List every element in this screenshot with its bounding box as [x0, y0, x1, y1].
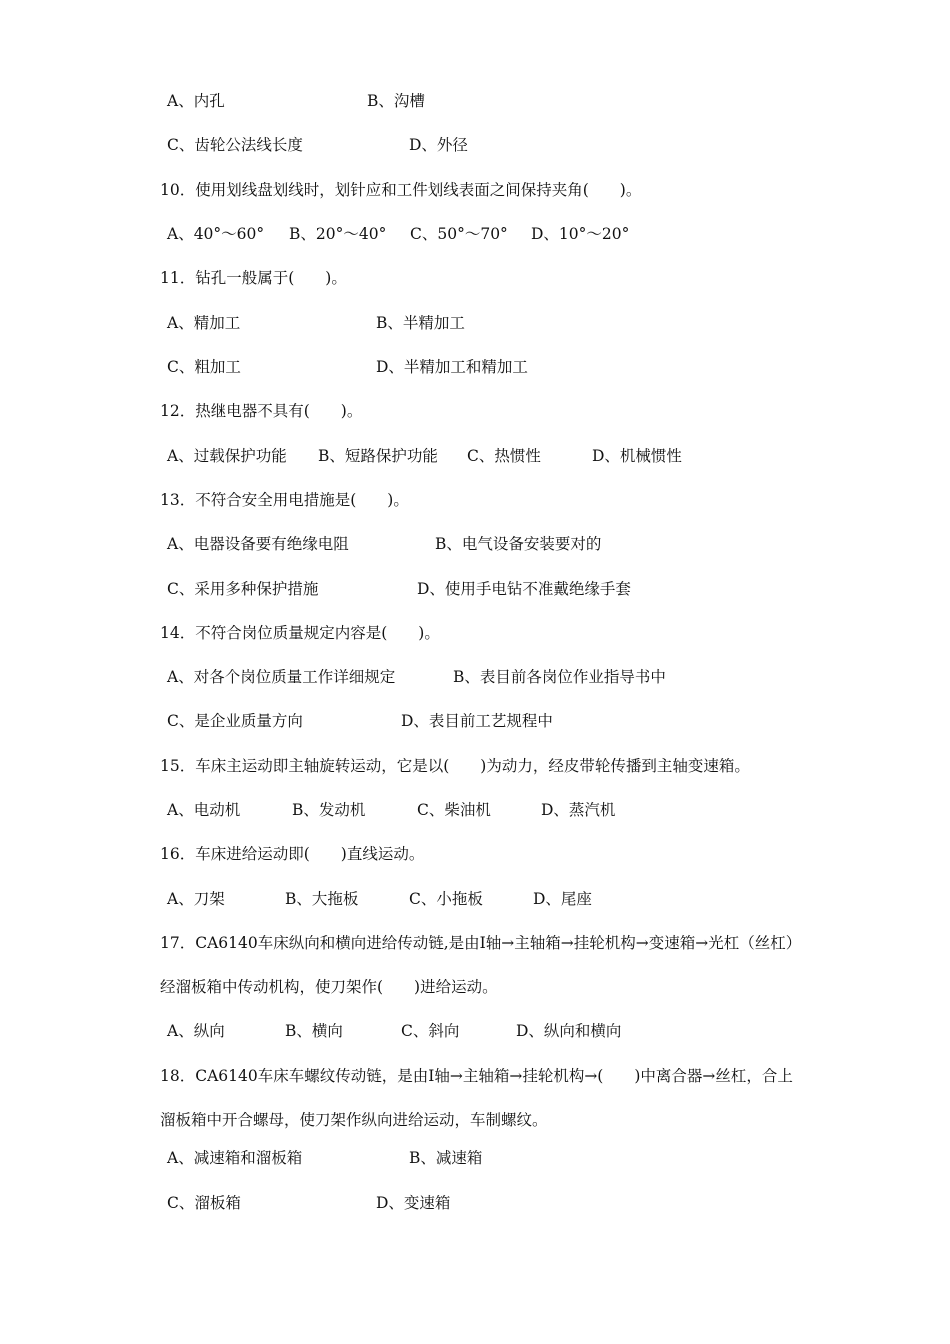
answer-option: D、纵向和横向 — [516, 1022, 622, 1040]
answer-option: B、大拖板 — [285, 890, 359, 908]
answer-option: D、外径 — [409, 136, 468, 154]
answer-option: D、尾座 — [533, 890, 592, 908]
answer-option: D、使用手电钻不准戴绝缘手套 — [417, 580, 631, 598]
answer-option: D、表目前工艺规程中 — [401, 712, 553, 730]
answer-option: C、是企业质量方向 — [167, 712, 303, 730]
answer-option: B、20°～40° — [289, 225, 387, 243]
answer-option: A、电器设备要有绝缘电阻 — [167, 535, 349, 553]
answer-option: D、半精加工和精加工 — [376, 358, 528, 376]
answer-option: C、粗加工 — [167, 358, 241, 376]
answer-option: B、沟槽 — [367, 92, 425, 110]
answer-option: A、对各个岗位质量工作详细规定 — [167, 668, 396, 686]
answer-option: C、采用多种保护措施 — [167, 580, 319, 598]
answer-option: C、小拖板 — [409, 890, 483, 908]
answer-option: D、10°～20° — [531, 225, 630, 243]
answer-option: D、变速箱 — [376, 1194, 451, 1212]
question-text: 溜板箱中开合螺母，使刀架作纵向进给运动，车制螺纹。 — [160, 1111, 548, 1129]
answer-option: A、电动机 — [167, 801, 241, 819]
answer-option: B、横向 — [285, 1022, 343, 1040]
answer-option: A、过载保护功能 — [167, 447, 287, 465]
question-text: 14．不符合岗位质量规定内容是( )。 — [160, 624, 440, 642]
answer-option: B、发动机 — [292, 801, 366, 819]
answer-option: A、精加工 — [167, 314, 241, 332]
question-text: 经溜板箱中传动机构，使刀架作( )进给运动。 — [160, 978, 498, 996]
answer-option: A、刀架 — [167, 890, 225, 908]
question-text: 12．热继电器不具有( )。 — [160, 402, 363, 420]
answer-option: B、半精加工 — [376, 314, 465, 332]
question-text: 10．使用划线盘划线时，划针应和工件划线表面之间保持夹角( )。 — [160, 181, 642, 199]
question-text: 17．CA6140车床纵向和横向进给传动链,是由Ⅰ轴→主轴箱→挂轮机构→变速箱→光杠（丝杠） — [160, 934, 802, 952]
question-text: 11．钻孔一般属于( )。 — [160, 269, 347, 287]
answer-option: D、机械惯性 — [592, 447, 682, 465]
answer-option: C、齿轮公法线长度 — [167, 136, 303, 154]
answer-option: C、溜板箱 — [167, 1194, 241, 1212]
answer-option: A、40°～60° — [167, 225, 265, 243]
question-text: 16．车床进给运动即( )直线运动。 — [160, 845, 425, 863]
answer-option: C、50°～70° — [410, 225, 508, 243]
answer-option: B、电气设备安装要对的 — [435, 535, 602, 553]
answer-option: A、内孔 — [167, 92, 225, 110]
answer-option: C、热惯性 — [467, 447, 541, 465]
answer-option: A、减速箱和溜板箱 — [167, 1149, 303, 1167]
question-text: 13．不符合安全用电措施是( )。 — [160, 491, 409, 509]
answer-option: B、短路保护功能 — [318, 447, 438, 465]
answer-option: D、蒸汽机 — [541, 801, 616, 819]
answer-option: B、表目前各岗位作业指导书中 — [453, 668, 666, 686]
question-text: 15．车床主运动即主轴旋转运动，它是以( )为动力，经皮带轮传播到主轴变速箱。 — [160, 757, 750, 775]
question-text: 18．CA6140车床车螺纹传动链，是由Ⅰ轴→主轴箱→挂轮机构→( )中离合器→丝杠，合上 — [160, 1067, 793, 1085]
answer-option: B、减速箱 — [409, 1149, 483, 1167]
answer-option: C、斜向 — [401, 1022, 460, 1040]
answer-option: A、纵向 — [167, 1022, 225, 1040]
answer-option: C、柴油机 — [417, 801, 491, 819]
